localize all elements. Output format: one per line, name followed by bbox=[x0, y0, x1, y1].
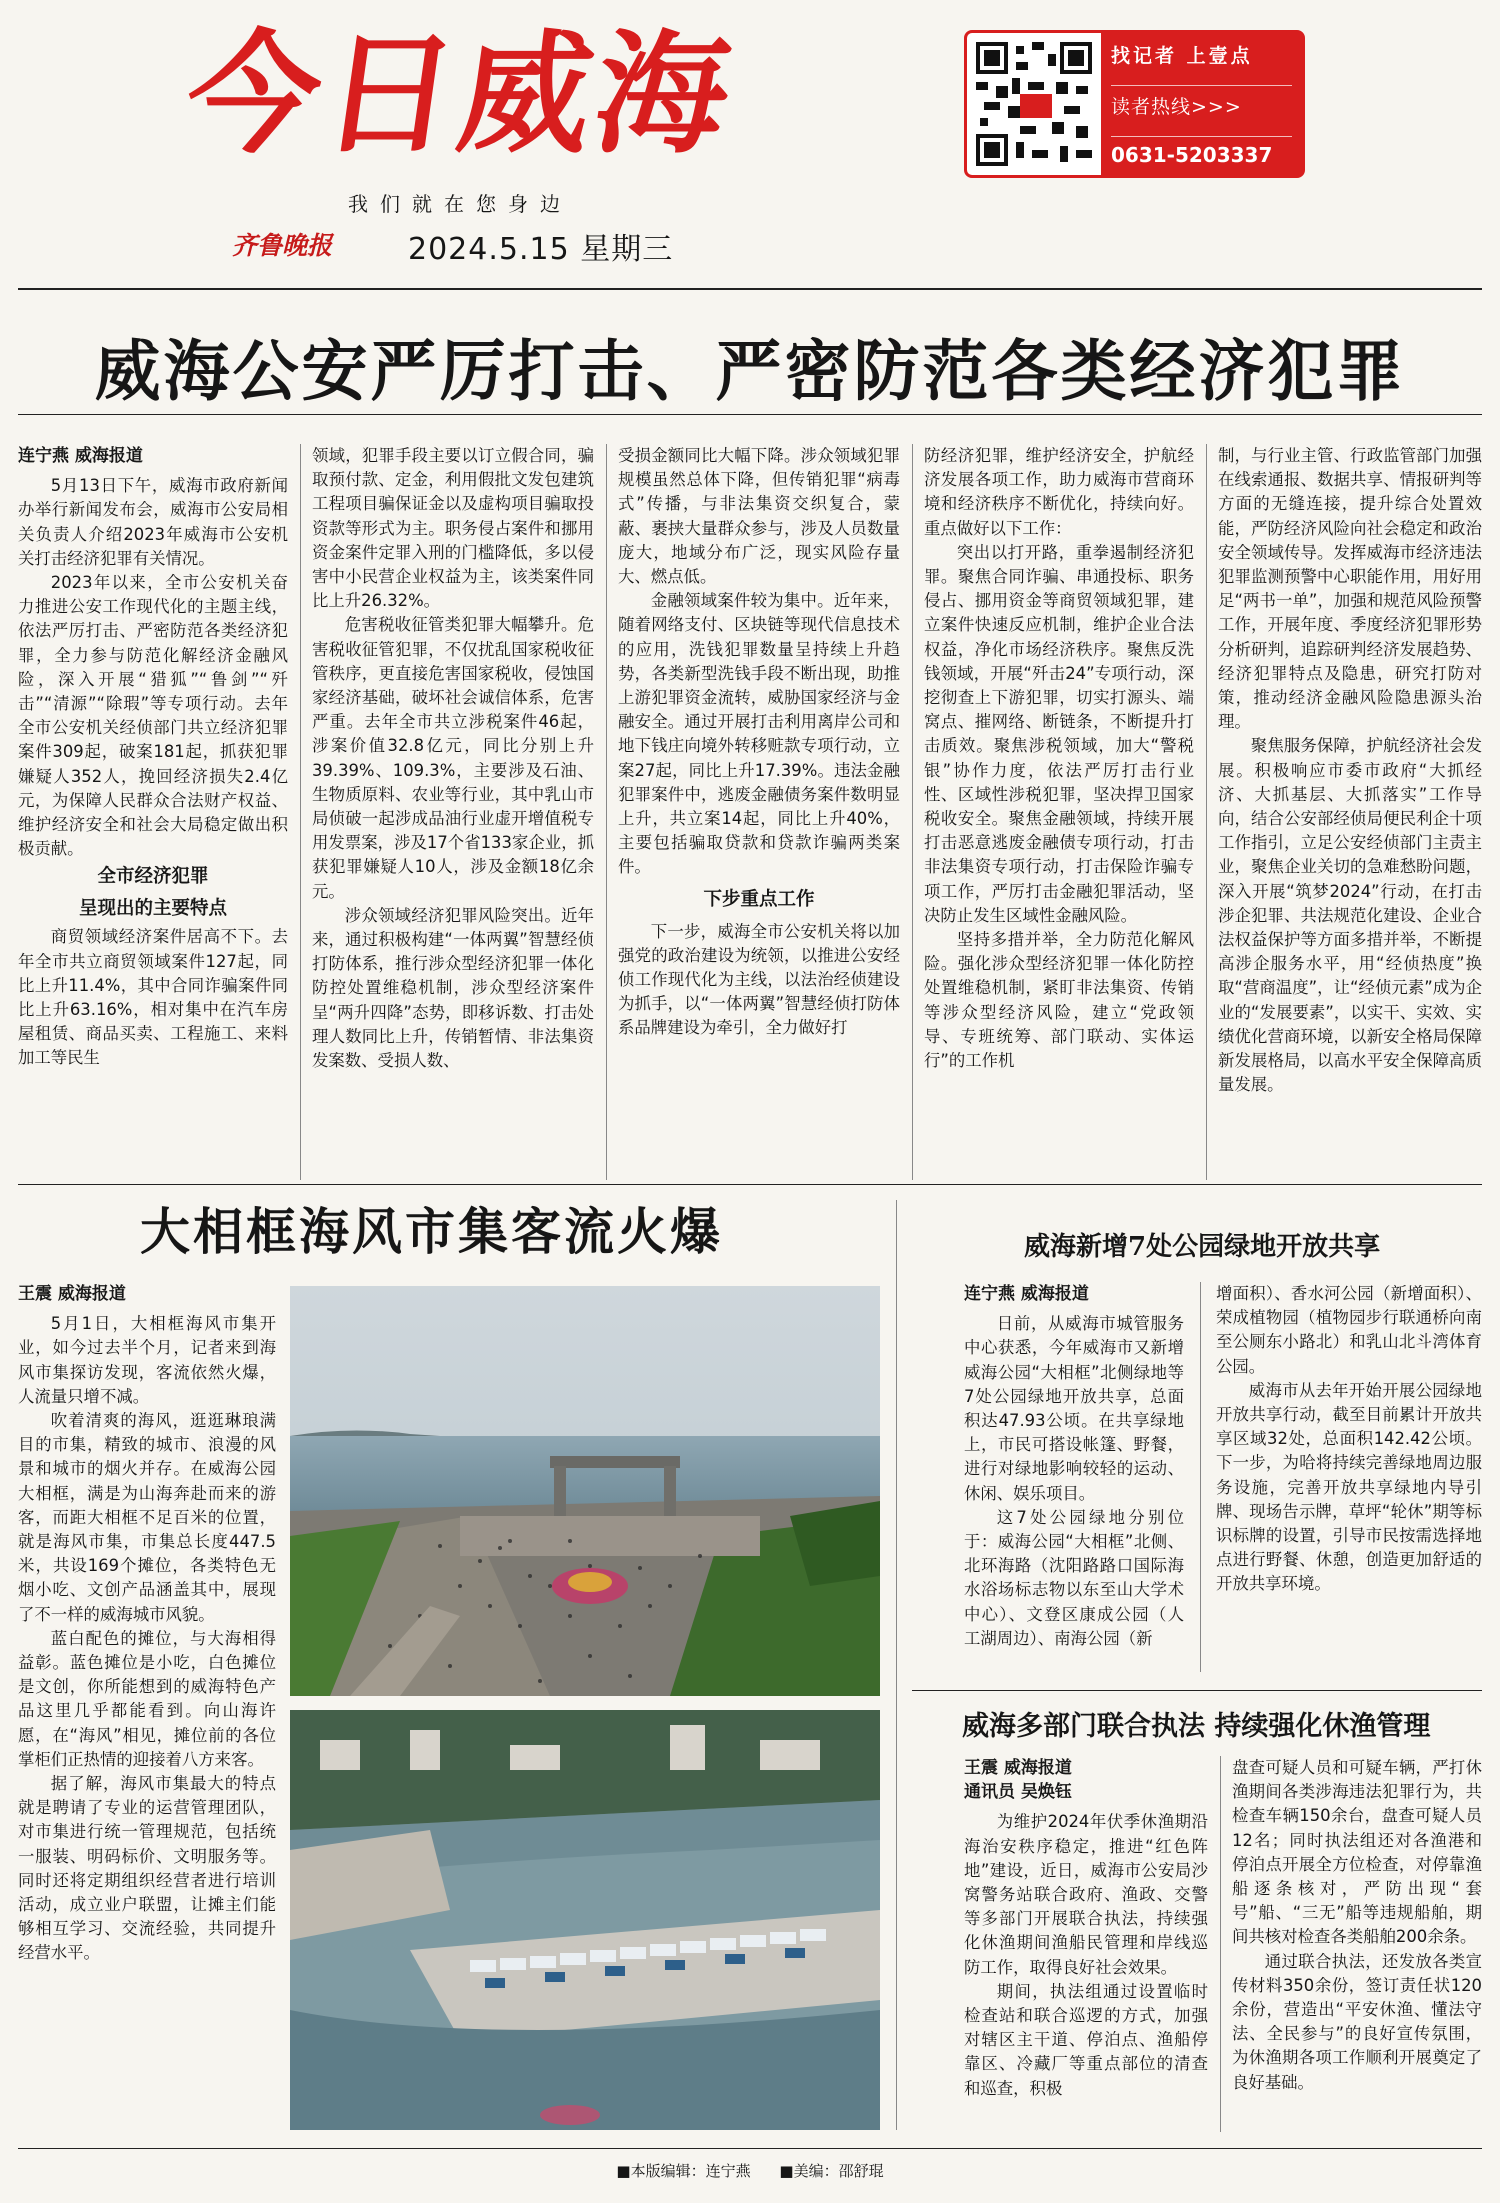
lead-column-5 bbox=[1218, 444, 1482, 1180]
column-divider bbox=[896, 1200, 897, 2130]
market-headline: 大相框海风市集客流火爆 bbox=[140, 1202, 723, 1261]
lead-paragraph: 下一步，威海全市公安机关将以加强党的政治建设为统领，以推进公安经侦工作现代化为主线，以法治经侦建设为抓手，以“一体两翼”智慧经侦打防体系品牌建设为牵引，全力做好打 bbox=[618, 921, 900, 1038]
column-divider bbox=[1206, 444, 1207, 1180]
qr-code-icon[interactable] bbox=[967, 33, 1101, 175]
lead-column-2 bbox=[312, 444, 594, 1180]
parks-paragraph: 增面积）、香水河公园（新增面积）、荣成植物园（植物园步行联通桥向南至公厕东小路北）和乳山北斗湾体育公园。 bbox=[1216, 1284, 1482, 1376]
lead-paragraph: 受损金额同比大幅下降。涉众领域犯罪规模虽然总体下降，但传销犯罪“病毒式”传播，与非法集资交织复合，蒙蔽、裹挟大量群众参与，涉及人员数量庞大，地域分布广泛，现实风险存量大、燃点低。 bbox=[618, 446, 900, 587]
fishing-byline-2: 通讯员 吴焕钰 bbox=[964, 1782, 1072, 1803]
header-divider bbox=[18, 288, 1482, 290]
lead-paragraph: 5月13日下午，威海市政府新闻办举行新闻发布会，威海市公安局相关负责人介绍2023年威海市公安机关打击经济犯罪有关情况。 bbox=[18, 476, 288, 568]
fishing-column-1 bbox=[964, 1756, 1208, 2136]
column-divider bbox=[606, 444, 607, 1180]
lead-column-3 bbox=[618, 444, 900, 1180]
lead-subheading: 下步重点工作 bbox=[703, 888, 815, 910]
lead-subheading: 呈现出的主要特点 bbox=[78, 898, 227, 920]
lead-column-4 bbox=[924, 444, 1194, 1180]
lead-paragraph: 聚焦服务保障，护航经济社会发展。积极响应市委市政府“大抓经济、大抓基层、大抓落实”工作导向，结合公安部经侦局便民利企十项工作指引，立足公安经侦部门主责主业，聚焦企业关切的急难愁盼问题，深入开展“筑梦2024”行动，在打击涉企犯罪、共法规范化建设、企业合法权益保护等方面多措并举，不断提高涉企服务水平，用“经侦热度”换取“营商温度”，让“经侦元素”成为企业的“发展要素”，以实干、实效、实绩优化营商环境，以新安全格局保障新发展格局，以高水平安全保障高质量发展。 bbox=[1218, 736, 1482, 1095]
fishing-paragraph: 期间，执法组通过设置临时检查站和联合巡逻的方式，加强对辖区主干道、停泊点、渔船停靠区、冷藏厂等重点部位的清查和巡查，积极 bbox=[964, 1981, 1208, 2098]
page-footer bbox=[0, 2160, 1500, 2181]
parks-paragraph: 威海市从去年开始开展公园绿地开放共享行动，截至目前累计开放共享区域32处，总面积142.42公顷。下一步，为哈将持续完善绿地周边服务设施，完善开放共享绿地内导引牌、现场告示牌，草坪“轮休”期等标识标牌的设置，引导市民按需选择地点进行野餐、休憩，创造更加舒适的开放共享环境。 bbox=[1216, 1380, 1482, 1594]
lead-subheading: 全市经济犯罪 bbox=[97, 866, 209, 888]
lead-headline: 威海公安严厉打击、严密防范各类经济犯罪 bbox=[94, 332, 1406, 410]
section-divider bbox=[18, 1184, 1482, 1185]
lead-column-1 bbox=[18, 444, 288, 1180]
market-column bbox=[18, 1282, 276, 2132]
parks-column-1 bbox=[964, 1282, 1184, 1682]
fishing-paragraph: 通过联合执法，还发放各类宣传材料350余份，签订责任状120余份，营造出“平安休渔、懂法守法、全民参与”的良好宣传氛围，为休渔期各项工作顺利开展奠定了良好基础。 bbox=[1232, 1951, 1482, 2092]
fishing-paragraph: 为维护2024年伏季休渔期沿海治安秩序稳定，推进“红色阵地”建设，近日，威海市公安局沙窝警务站联合政府、渔政、交警等多部门开展联合执法，持续强化休渔期间渔船民管理和岸线巡防工作，取得良好社会效果。 bbox=[964, 1812, 1208, 1977]
market-photo-2 bbox=[290, 1710, 880, 2130]
parks-paragraph: 日前，从威海市城管服务中心获悉，今年威海市又新增威海公园“大相框”北侧绿地等7处公园绿地开放共享，总面积达47.93公顷。在共享绿地上，市民可搭设帐篷、野餐，进行对绿地影响较轻的运动、休闲、娱乐项目。 bbox=[964, 1314, 1184, 1503]
parks-headline: 威海新增7处公园绿地开放共享 bbox=[1024, 1232, 1381, 1262]
lead-paragraph: 2023年以来，全市公安机关奋力推进公安工作现代化的主题主线，依法严厉打击、严密防范各类经济犯罪，全力参与防范化解经济金融风险，深入开展“猎狐”“鲁剑”“歼击”“清源”“除瑕”等专项行动。去年全市公安机关经侦部门共立经济犯罪案件309起，破案181起，抓获犯罪嫌疑人352人，挽回经济损失2.4亿元，为保障人民群众合法财产权益、维护经济安全和社会大局稳定做出积极贡献。 bbox=[18, 573, 288, 859]
column-divider bbox=[1220, 1756, 1221, 2132]
lead-paragraph: 领域，犯罪手段主要以订立假合同，骗取预付款、定金，利用假批文发包建筑工程项目骗保证金以及虚构项目骗取投资款等形式为主。职务侵占案件和挪用资金案件定罪入刑的门槛降低，多以侵害中小民营企业权益为主，该类案件同比上升26.32%。 bbox=[312, 446, 594, 611]
masthead-title: 今日威海 bbox=[177, 18, 743, 172]
lead-paragraph: 坚持多措并举，全力防范化解风险。强化涉众型经济犯罪一体化防控处置维稳机制，紧盯非法集资、传销等涉众型经济风险，建立“党政领导、专班统筹、部门联动、实体运行”的工作机 bbox=[924, 930, 1194, 1071]
market-paragraph: 5月1日，大相框海风市集开业，如今过去半个月，记者来到海风市集探访发现，客流依然火爆，人流量只增不减。 bbox=[18, 1314, 276, 1406]
lead-paragraph: 危害税收征管类犯罪大幅攀升。危害税收征管犯罪，不仅扰乱国家税收征管秩序，更直接危害国家税收，侵蚀国家经济基础，破坏社会诚信体系，危害严重。去年全市共立涉税案件46起，涉案价值32.8亿元，同比分别上升39.39%、109.3%，主要涉及石油、生物质原料、农业等行业，其中乳山市局侦破一起涉成品油行业虚开增值税专用发票案，涉及17个省133家企业，抓获犯罪嫌疑人10人，涉及金额18亿余元。 bbox=[312, 615, 594, 901]
parks-byline: 连宁燕 威海报道 bbox=[964, 1284, 1089, 1304]
column-divider bbox=[300, 444, 301, 1180]
fishing-column-2 bbox=[1232, 1756, 1482, 2136]
parks-paragraph: 这7处公园绿地分别位于：威海公园“大相框”北侧、北环海路（沈阳路路口国际海水浴场标志物以东至山大学术中心）、文登区康成公园（人工湖周边）、南海公园（新 bbox=[964, 1507, 1184, 1648]
market-paragraph: 吹着清爽的海风，逛逛琳琅满目的市集，精致的城市、浪漫的风景和城市的烟火并存。在威海公园大相框，满是为山海奔赴而来的游客，而距大相框不足百米的位置，就是海风市集，市集总长度447.5米，共设169个摊位，各类特色无烟小吃、文创产品涵盖其中，展现了不一样的威海城市风貌。 bbox=[18, 1411, 276, 1624]
lead-paragraph: 金融领域案件较为集中。近年来，随着网络支付、区块链等现代信息技术的应用，洗钱犯罪数量呈持续上升趋势，各类新型洗钱手段不断出现，助推上游犯罪资金流转，威胁国家经济与金融安全。通过开展打击利用离岸公司和地下钱庄向境外转移赃款专项行动，立案27起，同比上升17.39%。违法金融犯罪案件中，逃废金融债务案件数明显上升，共立案14起，同比上升40%，主要包括骗取贷款和贷款诈骗两类案件。 bbox=[618, 591, 900, 877]
section-divider bbox=[912, 1690, 1482, 1691]
lead-paragraph: 防经济犯罪，维护经济安全，护航经济发展各项工作，助力威海市营商环境和经济秩序不断优化，持续向好。重点做好以下工作： bbox=[924, 446, 1194, 538]
column-divider bbox=[912, 444, 913, 1180]
masthead bbox=[0, 0, 1500, 300]
editor-credit: ■本版编辑：连宁燕 bbox=[616, 2162, 751, 2180]
lead-byline: 连宁燕 威海报道 bbox=[18, 446, 143, 466]
lead-paragraph: 突出以打开路，重拳遏制经济犯罪。聚焦合同诈骗、串通投标、职务侵占、挪用资金等商贸领域犯罪，建立案件快速反应机制，维护企业合法权益，净化市场经济秩序。聚焦反洗钱领域，开展“歼击24”专项行动，深挖彻查上下游犯罪，切实打源头、端窝点、摧网络、断链条，不断提升打击质效。聚焦涉税领域，加大“警税银”协作力度，依法严厉打击行业性、区域性涉税犯罪，坚决捍卫国家税收安全。聚焦金融领域，持续开展打击恶意逃废金融债专项行动，打击非法集资专项行动，打击保险诈骗专项工作，严厉打击金融犯罪活动，坚决防止发生区域性金融风险。 bbox=[924, 542, 1194, 925]
footer-divider bbox=[18, 2148, 1482, 2149]
fishing-byline: 王震 威海报道 bbox=[964, 1758, 1072, 1778]
reader-hotline-box bbox=[964, 30, 1305, 178]
hotline-label: 读者热线>>> bbox=[1111, 85, 1292, 119]
lead-paragraph: 制，与行业主管、行政监管部门加强在线索通报、数据共享、情报研判等方面的无缝连接，提升综合处置效能，严防经济风险向社会稳定和政治安全领域传导。发挥威海市经济违法犯罪监测预警中心职能作用，用好用足“两书一单”，加强和规范风险预警工作，开展年度、季度经济犯罪形势分析研判，追踪研判经济发展趋势、经济犯罪特点及隐患，研究打防对策，推动经济金融风险隐患源头治理。 bbox=[1218, 446, 1482, 732]
market-paragraph: 据了解，海风市集最大的特点就是聘请了专业的运营管理团队，对市集进行统一管理规范，包括统一服装、明码标价、文明服务等。同时还将定期组织经营者进行培训活动，成立业户联盟，让摊主们能够相互学习、交流经验，共同提升经营水平。 bbox=[18, 1774, 276, 1963]
fishing-paragraph: 盘查可疑人员和可疑车辆，严打休渔期间各类涉海违法犯罪行为，共检查车辆150余台，盘查可疑人员12名；同时执法组还对各渔港和停泊点开展全方位检查，对停靠渔船逐条核对，严防出现“套号”船、“三无”船等违规船舶，期间共核对检查各类船舶200余条。 bbox=[1232, 1758, 1482, 1947]
column-divider bbox=[1200, 1282, 1201, 1672]
market-byline: 王震 威海报道 bbox=[18, 1284, 126, 1304]
lead-paragraph: 涉众领域经济犯罪风险突出。近年来，通过积极构建“一体两翼”智慧经侦打防体系，推行涉众型经济犯罪一体化防控处置维稳机制，涉众型经济案件呈“两升四降”态势，即移诉数、打击处理人数同比上升，传销暂情、非法集资发案数、受损人数、 bbox=[312, 905, 594, 1071]
designer-credit: ■美编：邵舒琨 bbox=[779, 2162, 884, 2180]
newspaper-logo: 齐鲁晚报 bbox=[232, 231, 333, 260]
promo-line: 找记者 上壹点 bbox=[1111, 45, 1253, 67]
market-photo-1 bbox=[290, 1286, 880, 1696]
fishing-headline: 威海多部门联合执法 持续强化休渔管理 bbox=[962, 1711, 1431, 1742]
market-paragraph: 蓝白配色的摊位，与大海相得益彰。蓝色摊位是小吃，白色摊位是文创，你所能想到的威海特色产品这里几乎都能看到。向山海许愿，在“海风”相见，摊位前的各位掌柜们正热情的迎接着八方来客。 bbox=[18, 1628, 276, 1769]
parks-column-2 bbox=[1216, 1282, 1482, 1682]
issue-date: 2024.5.15 星期三 bbox=[408, 232, 674, 267]
masthead-slogan: 我们就在您身边 bbox=[348, 192, 572, 216]
headline-divider bbox=[18, 414, 1482, 415]
lead-paragraph: 商贸领域经济案件居高不下。去年全市共立商贸领域案件127起，同比上升11.4%，其中合同诈骗案件同比上升63.16%，相对集中在汽车房屋租赁、商品买卖、工程施工、来料加工等民生 bbox=[18, 927, 288, 1068]
hotline-number: 0631-5203337 bbox=[1111, 136, 1292, 167]
